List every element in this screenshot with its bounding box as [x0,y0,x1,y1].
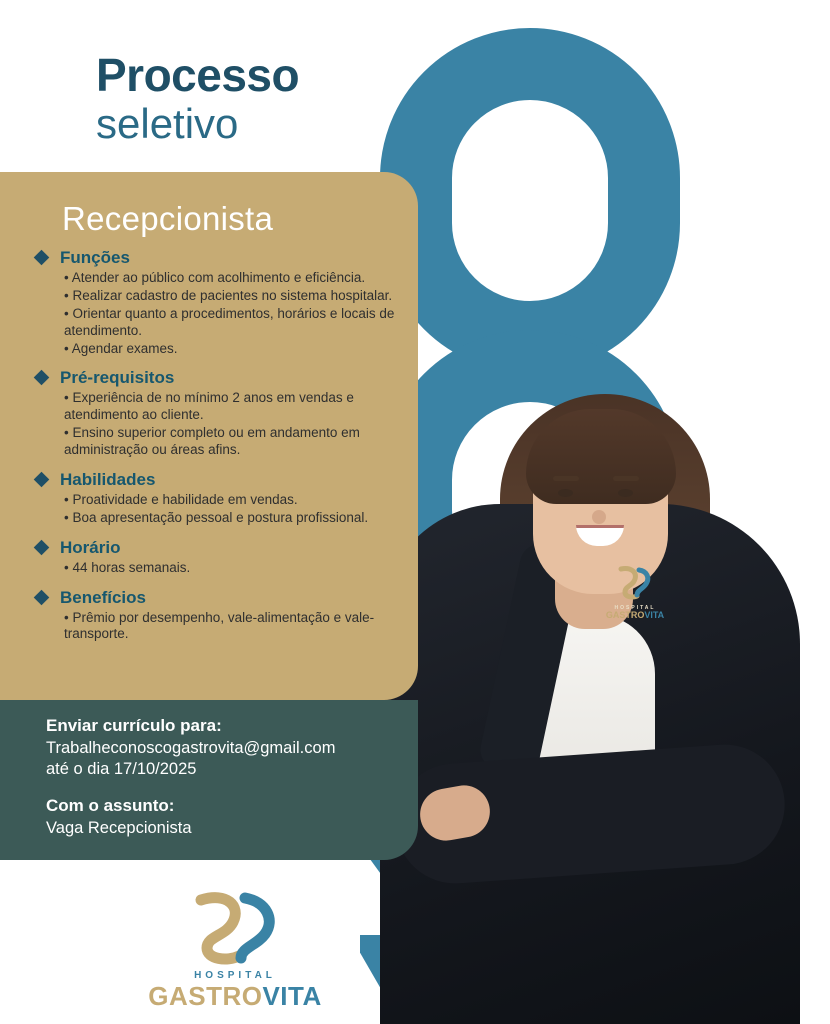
gastrovita-logo-icon [183,890,287,966]
gastrovita-pin-icon [615,566,655,600]
logo-hospital-label: HOSPITAL [194,970,276,981]
eyebrow-right [613,476,639,481]
section-title: Benefícios [60,587,146,607]
contact-email[interactable]: Trabalheconoscogastrovita@gmail.com [46,739,336,757]
pin-hospital-label: HOSPITAL [614,605,656,611]
logo-brand-part1: GASTRO [148,981,263,1011]
page-title: Processo [96,49,300,101]
contact-send-label: Enviar currículo para: [46,716,222,735]
lapel-logo-pin [600,566,670,624]
contact-panel [0,700,418,860]
section-item: • Experiência de no mínimo 2 anos em vendas e atendimento ao cliente. [60,390,404,424]
section-item: • Prêmio por desempenho, vale-alimentação e vale-transporte. [60,610,404,644]
diamond-bullet-icon [34,539,50,555]
page-subtitle: seletivo [96,100,239,147]
section-title: Funções [60,248,130,267]
job-section-habilidades [30,470,404,527]
job-section-horario [30,538,404,577]
diamond-bullet-icon [34,370,50,386]
section-item: • Realizar cadastro de pacientes no sistema hospitalar. [60,288,404,305]
eyebrow-left [553,476,579,481]
contact-subject-block [46,796,396,839]
diamond-bullet-icon [34,472,50,488]
job-role-title: Recepcionista [62,200,274,237]
diamond-bullet-icon [34,589,50,605]
footer-logo [120,890,350,1012]
logo-brand-name [120,981,350,1012]
poster-header [96,49,300,148]
job-sections [30,248,404,643]
job-details-panel [0,172,418,700]
section-item: • Orientar quanto a procedimentos, horários e locais de atendimento. [60,306,404,340]
job-section-beneficios [30,588,404,644]
section-item: • Atender ao público com acolhimento e eficiência. [60,270,404,287]
section-title: Pré-requisitos [60,368,175,388]
contact-subject-label: Com o assunto: [46,796,175,816]
pin-brand-part2: VITA [644,610,665,620]
diamond-bullet-icon [34,250,50,266]
contact-subject-value: Vaga Recepcionista [46,819,192,838]
eye-right [618,489,633,497]
section-item: • Ensino superior completo ou em andamento em administração ou áreas afins. [60,425,404,459]
nose [592,510,606,524]
hair-top [526,409,676,504]
logo-mark [183,890,287,966]
section-item: • Boa apresentação pessoal e postura profissional. [60,510,404,527]
eye-left [558,489,573,497]
section-item: • Agendar exames. [60,341,404,358]
contact-deadline: até o dia 17/10/2025 [46,760,197,779]
section-title: Habilidades [60,469,156,489]
job-section-pre-requisitos [30,368,404,459]
person-illustration [350,14,830,1024]
section-title: Horário [60,537,121,557]
logo-brand-part2: VITA [262,981,322,1011]
pin-brand-part1: GASTRO [605,610,645,620]
receptionist-photo [350,0,830,1024]
section-item: • 44 horas semanais. [60,560,404,577]
job-section-funcoes [30,248,404,357]
section-item: • Proatividade e habilidade em vendas. [60,492,404,509]
